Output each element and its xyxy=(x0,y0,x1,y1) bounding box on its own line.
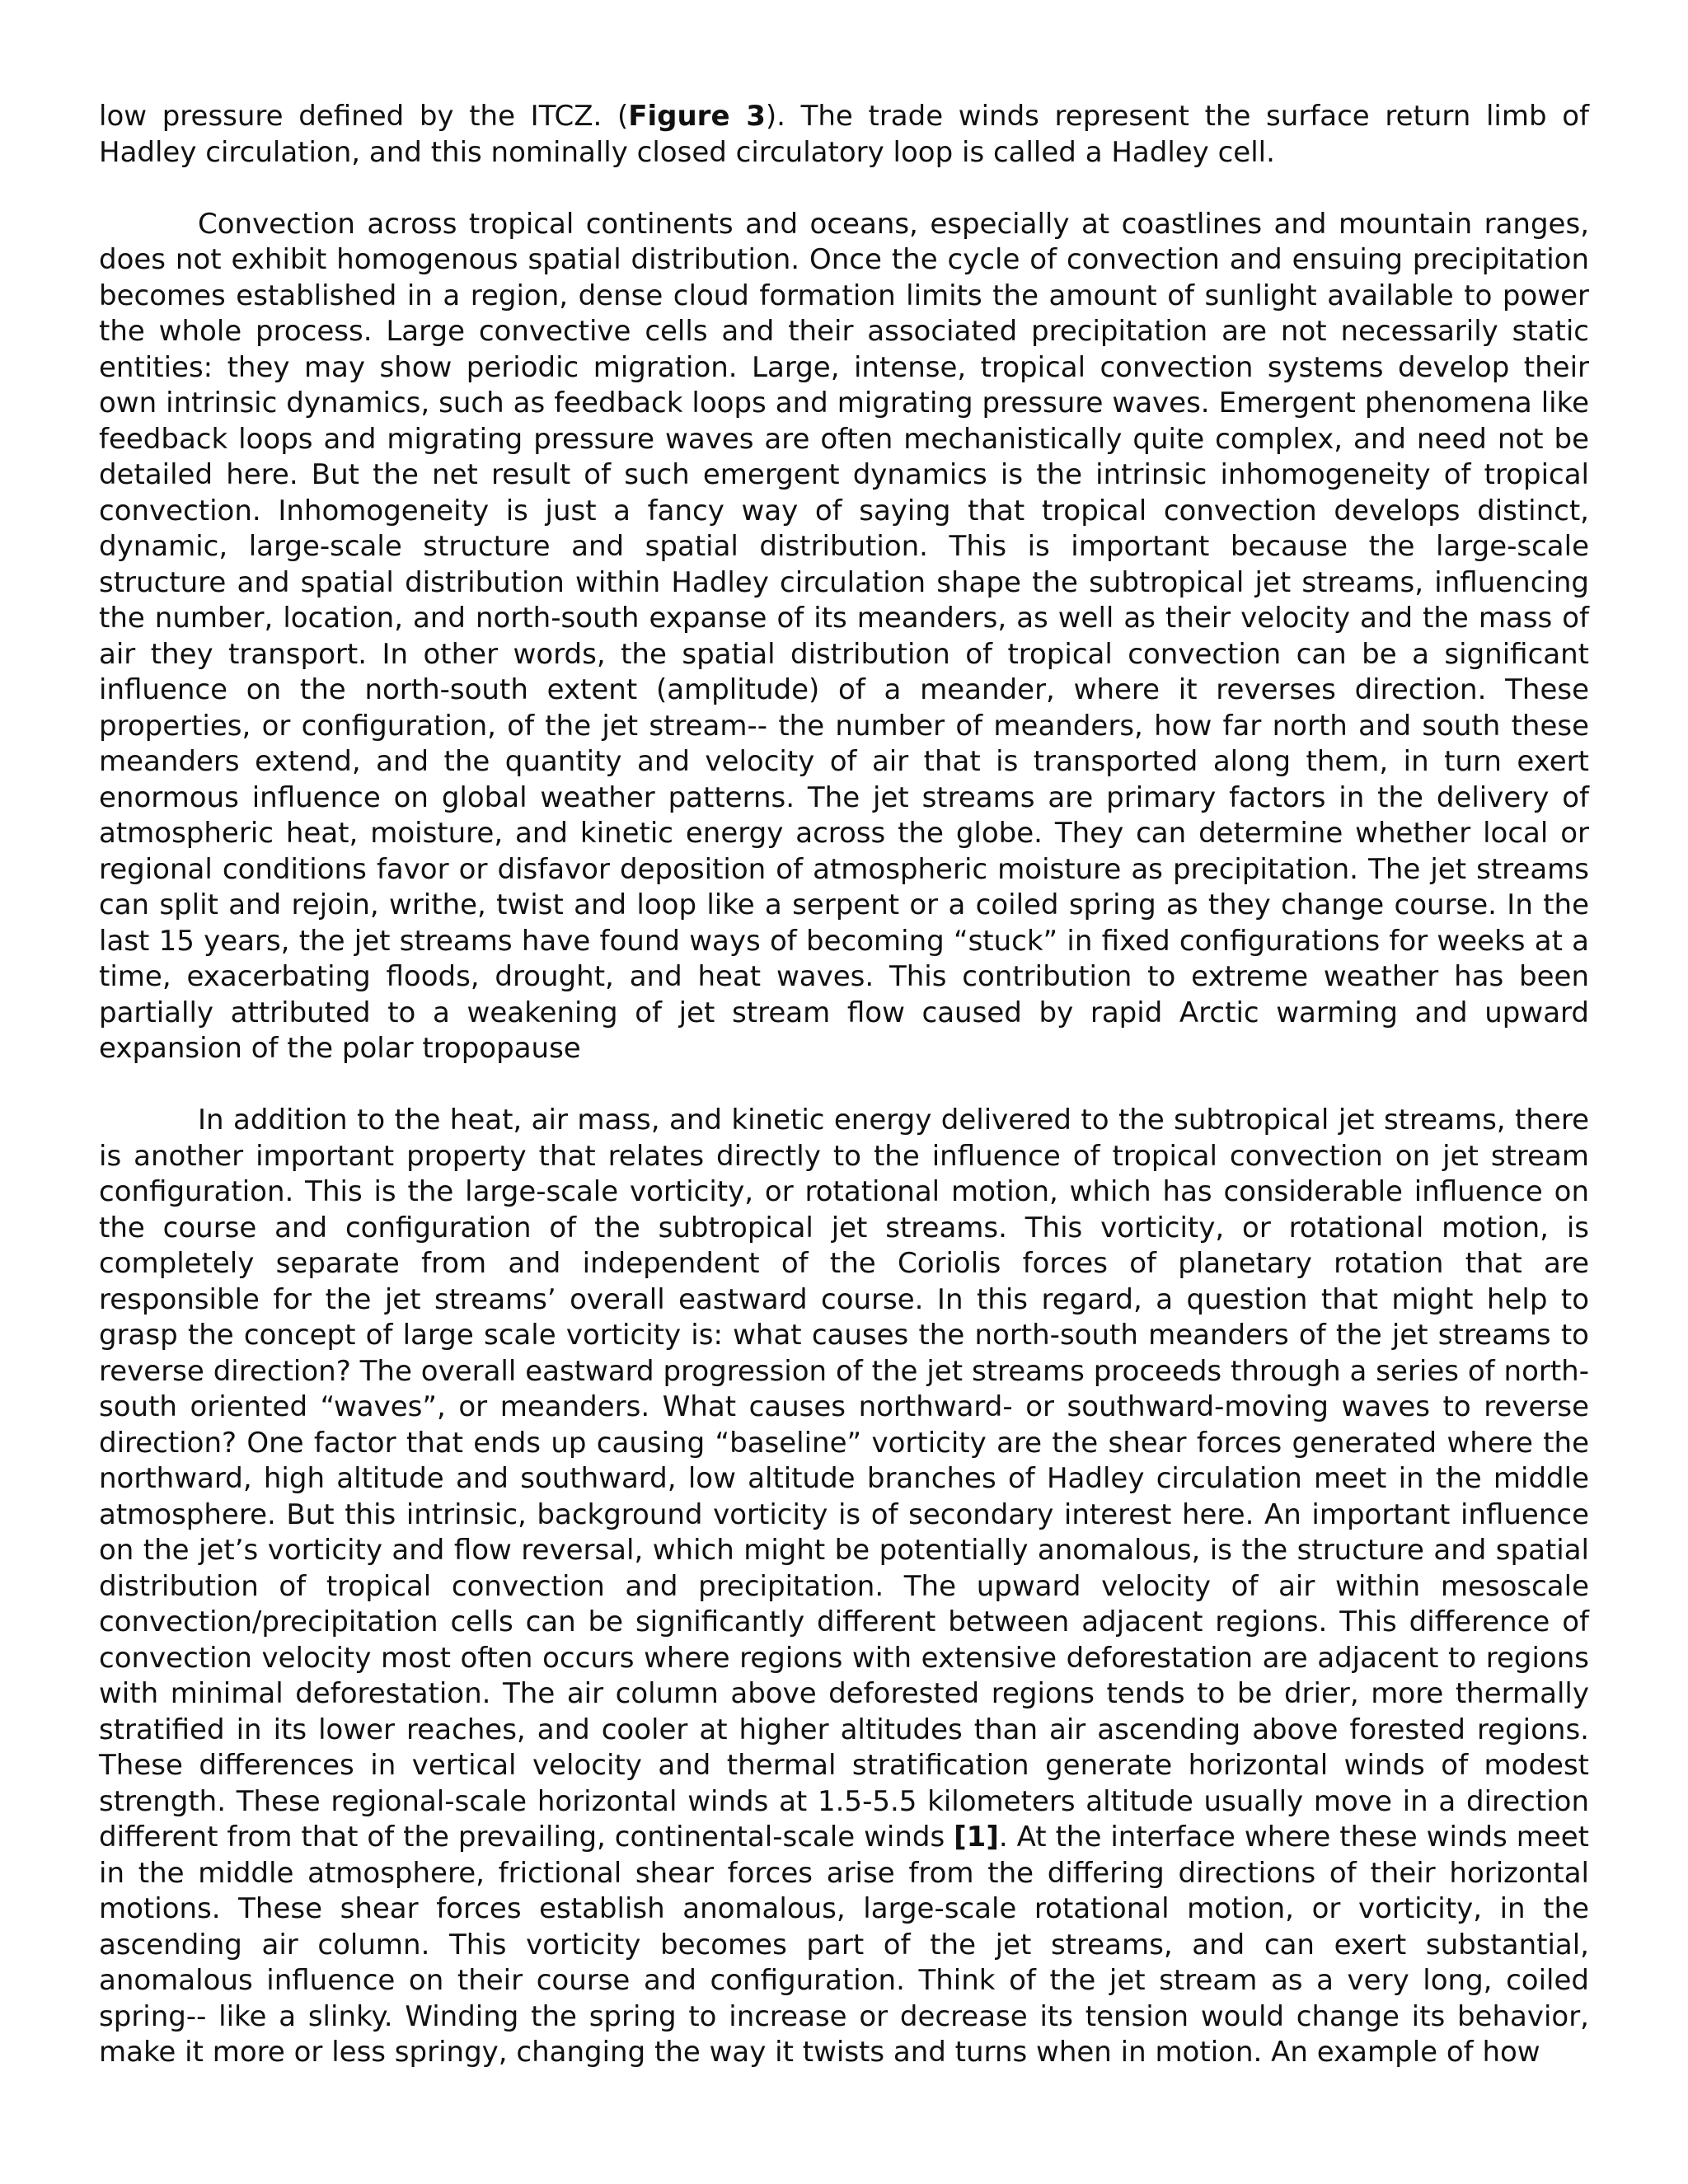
document-page xyxy=(99,99,1589,2107)
paragraph-text: . At the interface where these winds meet in the middle atmosphere, frictional shear forces arise from the differing directions of their horizontal motions. These shear forces establish anomalous, large-scale rotational motion, or vorticity, in the ascending air column. This vorticity becomes part of the jet streams, and can exert substantial, anomalous influence on their course and configuration. Think of the jet stream as a very long, coiled spring-- like a slinky. Winding the spring to increase or decrease its tension would change its behavior, make it more or less springy, changing the way it twists and turns when in motion. An example of how xyxy=(99,1821,1589,2069)
paragraph-tropical-convection xyxy=(99,207,1589,1067)
paragraph-vorticity xyxy=(99,1103,1589,2071)
paragraph-hadley-cell xyxy=(99,99,1589,171)
paragraph-text: low pressure defined by the ITCZ. ( xyxy=(99,100,629,133)
citation-reference: [1] xyxy=(954,1821,999,1854)
paragraph-text: ). The trade winds represent the surface return limb of Hadley circulation, and this nominally closed circulatory loop is called a Hadley cell. xyxy=(99,100,1590,169)
figure-reference: Figure 3 xyxy=(628,100,766,133)
paragraph-text: In addition to the heat, air mass, and kinetic energy delivered to the subtropical jet streams, there is another important property that relates directly to the influence of tropical convection on jet stream configuration. This is the large-scale vorticity, or rotational motion, which has considerable influence on the course and configuration of the subtropical jet streams. This vorticity, or rotational motion, is completely separate from and independent of the Coriolis forces of planetary rotation that are responsible for the jet streams’ overall eastward course. In this regard, a question that might help to grasp the concept of large scale vorticity is: what causes the north-south meanders of the jet streams to reverse direction? The overall eastward progression of the jet streams proceeds through a series of north-south oriented “waves”, or meanders. What causes northward- or southward-moving waves to reverse direction? One factor that ends up causing “baseline” vorticity are the shear forces generated where the northward, high altitude and southward, low altitude branches of Hadley circulation meet in the middle atmosphere. But this intrinsic, background vorticity is of secondary interest here. An important influence on the jet’s vorticity and flow reversal, which might be potentially anomalous, is the structure and spatial distribution of tropical convection and precipitation. The upward velocity of air within mesoscale convection/precipitation cells can be significantly different between adjacent regions. This difference of convection velocity most often occurs where regions with extensive deforestation are adjacent to regions with minimal deforestation. The air column above deforested regions tends to be drier, more thermally stratified in its lower reaches, and cooler at higher altitudes than air ascending above forested regions. These differences in vertical velocity and thermal stratification generate horizontal winds of modest strength. These regional-scale horizontal winds at 1.5-5.5 kilometers altitude usually move in a direction different from that of the prevailing, continental-scale winds xyxy=(99,1104,1589,1854)
paragraph-text: Convection across tropical continents and oceans, especially at coastlines and mountain ranges, does not exhibit homogenous spatial distribution. Once the cycle of convection and ensuing precipitation becomes established in a region, dense cloud formation limits the amount of sunlight available to power the whole process. Large convective cells and their associated precipitation are not necessarily static entities: they may show periodic migration. Large, intense, tropical convection systems develop their own intrinsic dynamics, such as feedback loops and migrating pressure waves. Emergent phenomena like feedback loops and migrating pressure waves are often mechanistically quite complex, and need not be detailed here. But the net result of such emergent dynamics is the intrinsic inhomogeneity of tropical convection. Inhomogeneity is just a fancy way of saying that tropical convection develops distinct, dynamic, large-scale structure and spatial distribution. This is important because the large-scale structure and spatial distribution within Hadley circulation shape the subtropical jet streams, influencing the number, location, and north-south expanse of its meanders, as well as their velocity and the mass of air they transport. In other words, the spatial distribution of tropical convection can be a significant influence on the north-south extent (amplitude) of a meander, where it reverses direction. These properties, or configuration, of the jet stream-- the number of meanders, how far north and south these meanders extend, and the quantity and velocity of air that is transported along them, in turn exert enormous influence on global weather patterns. The jet streams are primary factors in the delivery of atmospheric heat, moisture, and kinetic energy across the globe. They can determine whether local or regional conditions favor or disfavor deposition of atmospheric moisture as precipitation. The jet streams can split and rejoin, writhe, twist and loop like a serpent or a coiled spring as they change course. In the last 15 years, the jet streams have found ways of becoming “stuck” in fixed configurations for weeks at a time, exacerbating floods, drought, and heat waves. This contribution to extreme weather has been partially attributed to a weakening of jet stream flow caused by rapid Arctic warming and upward expansion of the polar tropopause xyxy=(99,207,1589,1065)
